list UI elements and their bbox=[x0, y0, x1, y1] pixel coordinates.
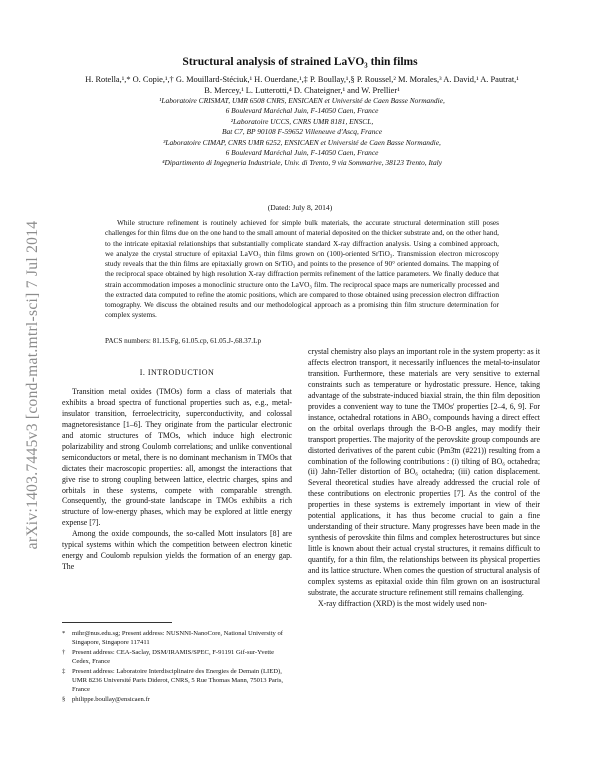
affiliation-line: 6 Boulevard Maréchal Juin, F-14050 Caen, France bbox=[225, 106, 379, 116]
affiliation-line: ⁴Dipartimento di Ingegneria Industriale, Univ. di Trento, 9 via Sommarive, 38123 Trento, Italy bbox=[161, 158, 443, 168]
footnote-text: Present address: Laboratoire Interdisciplinaire des Energies de Demain (LIED), UMR 8236 Université Paris Diderot, CNRS, 5 Rue Thomas Mann, 75013 Paris, France bbox=[72, 667, 284, 694]
footnote-text: mihr@nus.edu.sg; Present address: NUSNNI-NanoCore, National University of Singapore, Singapore 117411 bbox=[72, 630, 283, 647]
footnote-mark: § bbox=[62, 695, 66, 703]
footnote bbox=[62, 648, 294, 667]
affiliation-line: ²Laboratoire UCCS, CNRS UMR 8181, ENSCL, bbox=[230, 116, 374, 126]
affiliation-line: ³Laboratoire CIMAP, CNRS UMR 6252, ENSICAEN et Université de Caen Basse Normandie, bbox=[163, 137, 441, 147]
footnotes bbox=[62, 629, 294, 704]
footnote-text: Present address: CEA-Saclay, DSM/IRAMIS/SPEC, F-91191 Gif-sur-Yvette Cedex, France bbox=[72, 648, 275, 666]
paper-title: Structural analysis of strained LaVO₃ thin films bbox=[182, 56, 418, 68]
footnote-mark: ‡ bbox=[62, 667, 66, 675]
affiliation-line: ¹Laboratoire CRISMAT, UMR 6508 CNRS, ENSICAEN et Université de Caen Basse Normandie, bbox=[159, 96, 445, 105]
body-paragraph: crystal chemistry also plays an important role in the system property: as it affects electron transport, it necessarily influences the metal-to-insulator transition. Furthermore, these materials are very sensitive to external constraints such as temperature or hydrostatic pressure. Hence, taking advantage of the substrate-induced biaxial strain, the thin film deposition provides a convenient way to tune the TMOs' properties [2–4, 6, 9]. For instance, octahedral rotations in ABO₃ compounds having a direct effect on the orbital overlaps through the B-O-B angles, may modify their transport properties. The majority of the perovskite group compounds are distorted derivatives of the parent cubic (Pm3̄m (#221)) resulting from a combination of the following contributions : (i) tilting of BO₆ octahedra; (ii) Jahn-Teller distortion of BO₆ octahedra; (iii) cation displacement. Several theoretical studies have already addressed the crucial role of these contributions on electronic properties [7]. As the control of the properties in these systems is extremely important in view of their potential applications, it has thus become crucial to gain a fine understanding of their structure. Many progresses have been made in the synthesis of perovskite thin films and complex heterostructures but since little is known about their actual crystal structures, it remains difficult to quantify, for a thin film, the relationships between its physical properties and its lattice structure. When comes the question of structural analysis of complex systems as epitaxial oxide thin film grown on an isostructural substrate, the accurate structure refinement still remains challenging. bbox=[308, 347, 540, 597]
body-paragraph: Transition metal oxides (TMOs) form a class of materials that exhibits a broad spectra of functional properties such as, e.g., metal-insulator transition, ferroelectricity, superconductivity, and colossal magnetoresistance [1–6]. They originate from the particular electronic and atomic structures of TMOs, which induce high electronic polarizability and strong Coulomb correlations; and unlike conventional semiconductors or metal, there is no dominant mechanism in TMOs that dictates their macroscopic properties: all, amongst the interactions that give rise to strong coupling between lattice, electric charges, spins and orbitals in these systems, compete with comparable strength. Consequently, the ground-state landscape in TMOs exhibits a rich structure of low-energy phases, which may be explored at little energy expense [7]. bbox=[62, 386, 292, 528]
author-list: H. Rotella,¹,* O. Copie,¹,† G. Mouillard-Stéciuk,¹ H. Ouerdane,¹,‡ P. Boullay,¹,§ P. Roussel,² M. Morales,³ A. David,¹ A. Pautrat,¹ B. Mercey,¹ L. Lutterotti,⁴ D. Chateigner,¹ and W. Prellier¹ bbox=[85, 75, 519, 95]
right-column bbox=[308, 347, 540, 610]
body-paragraph: Among the oxide compounds, the so-called Mott insulators [8] are typical systems within which the competition between electron kinetic energy and Coulomb repulsion yields the formation of an energy gap. The bbox=[62, 529, 292, 572]
section-heading: I. INTRODUCTION bbox=[139, 368, 215, 377]
footnote-rule bbox=[62, 622, 172, 623]
footnote bbox=[62, 667, 294, 695]
body-paragraph: X-ray diffraction (XRD) is the most widely used non- bbox=[318, 598, 487, 608]
footnote bbox=[62, 629, 294, 648]
footnote-text: philippe.boullay@ensicaen.fr bbox=[72, 695, 150, 703]
affiliation-line: Bat C7, BP 90108 F-59652 Villeneuve d'Ascq, France bbox=[222, 127, 382, 137]
dated-line: (Dated: July 8, 2014) bbox=[267, 203, 333, 212]
footnote bbox=[62, 695, 294, 704]
arxiv-identifier bbox=[18, 190, 48, 580]
footnote-mark: * bbox=[62, 630, 66, 637]
abstract: While structure refinement is routinely achieved for simple bulk materials, the accurate structural determination still poses challenges for thin films due on the one hand to the small amount of material deposited on the thicker substrate and, on the other hand, to the intricate epitaxial relationships that substantially complicate standard X-ray diffraction analysis. Using a combined approach, we analyze the crystal structure of epitaxial LaVO₃ thin films grown on (100)-oriented SrTiO₃. Transmission electron microscopy study reveals that the thin films are epitaxially grown on SrTiO₃ and points to the presence of 90° oriented domains. The mapping of the reciprocal space obtained by high resolution X-ray diffraction permits refinement of the lattice parameters. We finally deduce that strain accommodation imposes a monoclinic structure onto the LaVO₃ film. The reciprocal space maps are numerically processed and the extracted data computed to refine the atomic positions, which are compared to those obtained using precession electron diffraction tomography. We discuss the obtained results and our methodological approach as a promising thin film structure determination for complex systems. bbox=[105, 218, 499, 320]
affiliation-line: 6 Boulevard Maréchal Juin, F-14050 Caen, France bbox=[225, 148, 379, 158]
pacs-numbers: PACS numbers: 81.15.Fg, 61.05.cp, 61.05.J-,68.37.Lp bbox=[105, 337, 262, 345]
affiliations bbox=[82, 96, 522, 169]
footnote-mark: † bbox=[62, 648, 66, 656]
arxiv-id-text: arXiv:1403.7445v3 [cond-mat.mtrl-sci] 7 Jul 2014 bbox=[24, 220, 41, 550]
left-column bbox=[62, 368, 292, 573]
